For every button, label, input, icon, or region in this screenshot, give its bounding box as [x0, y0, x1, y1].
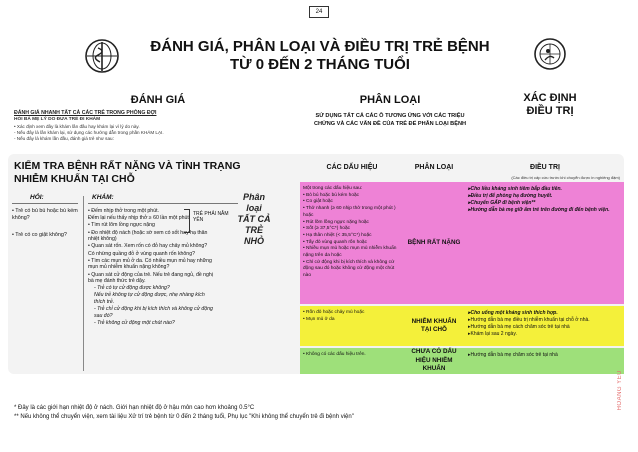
page-number: 24 — [309, 6, 329, 18]
section-title-line-2: NHIỄM KHUẨN TẠI CHỖ — [14, 173, 135, 185]
assess-notes — [14, 124, 294, 143]
sign-line: • Không có các dấu hiệu trên. — [303, 352, 366, 357]
section-title — [14, 160, 304, 186]
signs-cell — [300, 306, 404, 346]
sign-line: Một trong các dấu hiệu sau: — [303, 186, 363, 191]
keep-calm-note: TRẺ PHẢI NẰM YÊN — [193, 211, 229, 224]
sign-line: • Hạ thân nhiệt (< 35,5°C*) hoặc — [303, 232, 372, 238]
treatment-item: ▸ Cho liều kháng sinh tiêm bắp đầu tiên. — [468, 186, 620, 193]
list-item: • Đếm nhịp thở trong một phút. — [88, 208, 159, 214]
classify-label-line: loại — [246, 203, 262, 213]
assess-heading: ĐÁNH GIÁ — [130, 94, 186, 106]
table-row-local-infection — [300, 306, 624, 346]
treatment-item: ▸ Hướng dẫn bà mẹ điều trị nhiễm khuẩn tại chỗ ở nhà. — [468, 317, 620, 324]
list-item: - Trẻ không cử động một chút nào? — [94, 320, 175, 327]
column-header-classification: PHÂN LOẠI — [414, 164, 454, 171]
unicef-emblem-icon — [532, 36, 568, 72]
list-item: Có nhừng quầng đỏ ở vùng quanh rốn không? — [88, 250, 195, 257]
footnote-temperature: * Đây là các giới hạn nhiệt độ ở nách. Giới hạn nhiệt độ ở hậu môn cao hơn khoảng 0.5°C — [14, 405, 255, 411]
title-line-2: TỪ 0 ĐẾN 2 THÁNG TUỔI — [230, 56, 410, 73]
sign-line: • Rút lõm lồng ngực nặng hoặc — [303, 219, 369, 225]
treatment-item: ▸ Hướng dẫn bà mẹ chăm sóc trẻ tại nhà — [468, 352, 620, 359]
list-item: • Tìm rút lõm lồng ngực nặng — [88, 222, 155, 229]
classify-label-line: Phân — [242, 192, 265, 202]
classify-subtitle: SỬ DỤNG TẤT CẢ CÁC Ô TƯƠNG ỨNG VỚI CÁC TRIỆU CHỨNG VÀ CÁC VẤN ĐỀ CỦA TRẺ ĐỂ PHÂN LOẠI BỆNH — [313, 113, 467, 127]
sign-line: • Rốn đỏ hoặc chảy mủ hoặc — [303, 310, 365, 315]
list-item: - Trẻ có tự cử động được không? — [94, 285, 170, 292]
treatment-cell — [464, 348, 624, 374]
signs-cell — [300, 182, 404, 304]
footnote-referral: ** Nếu không thể chuyển viện, xem tài liệu Xử trí trẻ bệnh từ 0 đến 2 tháng tuổi, Phụ lục "Khi không thể chuyển trẻ đi bệnh viện" — [14, 414, 354, 420]
ask-list — [12, 208, 78, 249]
who-emblem-icon — [84, 38, 120, 74]
table-row-no-infection — [300, 348, 624, 374]
list-item: • Quan sát cử động của trẻ. Nếu trẻ đang ngủ, đề nghị bà mẹ đánh thức trẻ dậy. — [88, 271, 213, 285]
list-item: Nếu trẻ không tự cử động được, nhẹ nhàng kích thích trẻ. — [94, 292, 205, 306]
classify-label-line: TRẺ NHỎ — [244, 225, 264, 246]
ask-header: HỎI: — [30, 194, 44, 201]
treatment-item: ▸ Hướng dẫn bà mẹ giữ ấm trẻ trên đường đi đến bệnh viện. — [468, 207, 620, 214]
examine-list — [88, 208, 213, 327]
treatment-header-note: (Các điều trị cấp cứu trước khi chuyển được in nghiêng đậm) — [511, 175, 620, 180]
column-header-signs: CÁC DẤU HIỆU — [326, 164, 378, 171]
treatment-heading-line-1: XÁC ĐỊNH — [523, 92, 577, 104]
list-item: • Trẻ có co giật không? — [12, 232, 67, 238]
list-item: - Trẻ chỉ cử động khi bị kích thích và không cử động sau đó? — [94, 306, 213, 319]
list-item: Đếm lại nếu thấy nhịp thở ≥ 60 lần một phút — [88, 215, 189, 222]
sign-line: • Sốt (≥ 37,5°C*) hoặc — [303, 226, 351, 232]
examine-divider — [88, 203, 238, 204]
treatment-heading — [495, 92, 605, 118]
sign-line: • Tấy đỏ vùng quanh rốn hoặc — [303, 239, 367, 245]
sign-line: • Co giật hoặc — [303, 199, 333, 205]
treatment-item: ▸ Hướng dẫn bà mẹ cách chăm sóc trẻ tại nhà — [468, 324, 620, 331]
sign-line: • Thở nhanh (≥ 60 nhịp thở trong một phút ) hoặc — [303, 206, 396, 218]
column-header-treatment: ĐIỀU TRỊ — [530, 164, 560, 171]
classification-cell: CHƯA CÓ DẤU HIỆU NHIỄM KHUẨN — [411, 348, 457, 373]
treatment-item: ▸ Điều trị để phòng hạ đường huyết. — [468, 193, 620, 200]
page-title — [120, 38, 520, 74]
assess-note: • Xác định xem đây là khám lần đầu hay khám lại vì lý do này. — [14, 124, 140, 129]
assess-note: - Nếu đây là khám lần đầu, đánh giá trẻ như sau: — [14, 136, 114, 142]
classify-label-line: TẤT CẢ — [237, 214, 271, 224]
classification-cell: NHIỄM KHUẨN TẠI CHỖ — [411, 317, 457, 333]
table-row-severe — [300, 182, 624, 304]
treatment-heading-line-2: ĐIỀU TRỊ — [526, 105, 574, 117]
treatment-cell — [464, 306, 624, 346]
classify-heading: PHÂN LOẠI — [359, 94, 421, 106]
watermark: HOANG YEU — [617, 370, 623, 411]
list-item: • Tìm các mụn mủ ở da. Có nhiều mụn mủ hay những mụn mủ nhiễm khuẩn nặng không? — [88, 257, 212, 271]
classification-cell: BỆNH RẤT NẶNG — [407, 238, 461, 246]
ask-mother-line: HỎI BÀ MẸ LÝ DO ĐƯA TRẺ ĐI KHÁM — [14, 117, 101, 122]
assess-subtitle: ĐÁNH GIÁ NHANH TẤT CẢ CÁC TRẺ TRONG PHÒNG ĐỢI — [14, 110, 157, 116]
list-item: • Đo nhiệt độ nách (hoặc sờ xem có sốt hay hạ thân nhiệt không) — [88, 229, 208, 243]
treatment-item: ▸ Cho uống một kháng sinh thích hợp. — [468, 310, 620, 317]
sign-line: • Chỉ cử động khi bị kích thích và không cử động sau đó hoặc không cử động một chút nào — [303, 259, 395, 279]
list-item: • Quan sát rốn. Xem rốn có đỏ hay chảy mủ không? — [88, 243, 208, 250]
treatment-item: ▸ Khám lại sau 2 ngày. — [468, 331, 620, 338]
bracket-mark — [184, 209, 190, 233]
title-line-1: ĐÁNH GIÁ, PHÂN LOẠI VÀ ĐIỀU TRỊ TRẺ BỆNH — [150, 38, 490, 55]
list-item: • Trẻ có bú bú hoặc bú kém không? — [12, 208, 78, 221]
signs-cell — [300, 348, 404, 374]
treatment-item: ▸ Chuyển GẤP đi bệnh viện** — [468, 200, 620, 207]
column-divider — [83, 196, 84, 371]
assess-note: - Nếu đây là lần khám lại, sử dụng các hướng dẫn trong phần KHÁM LẠI. — [14, 130, 164, 136]
ask-divider — [12, 203, 78, 204]
sign-line: • Bỏ bú hoặc bú kém hoặc — [303, 192, 360, 198]
examine-header: KHÁM: — [92, 194, 114, 201]
classify-all-infants-label — [236, 192, 272, 247]
treatment-cell — [464, 182, 624, 304]
footnotes — [14, 404, 614, 422]
section-title-line-1: KIỂM TRA BỆNH RẤT NẶNG VÀ TÌNH TRẠNG — [14, 160, 241, 172]
sign-line: • Mụn mủ ở da — [303, 316, 335, 322]
sign-line: • Nhiều mụn mủ hoặc mụn mủ nhiễm khuẩn nặng trên da hoặc — [303, 246, 397, 259]
